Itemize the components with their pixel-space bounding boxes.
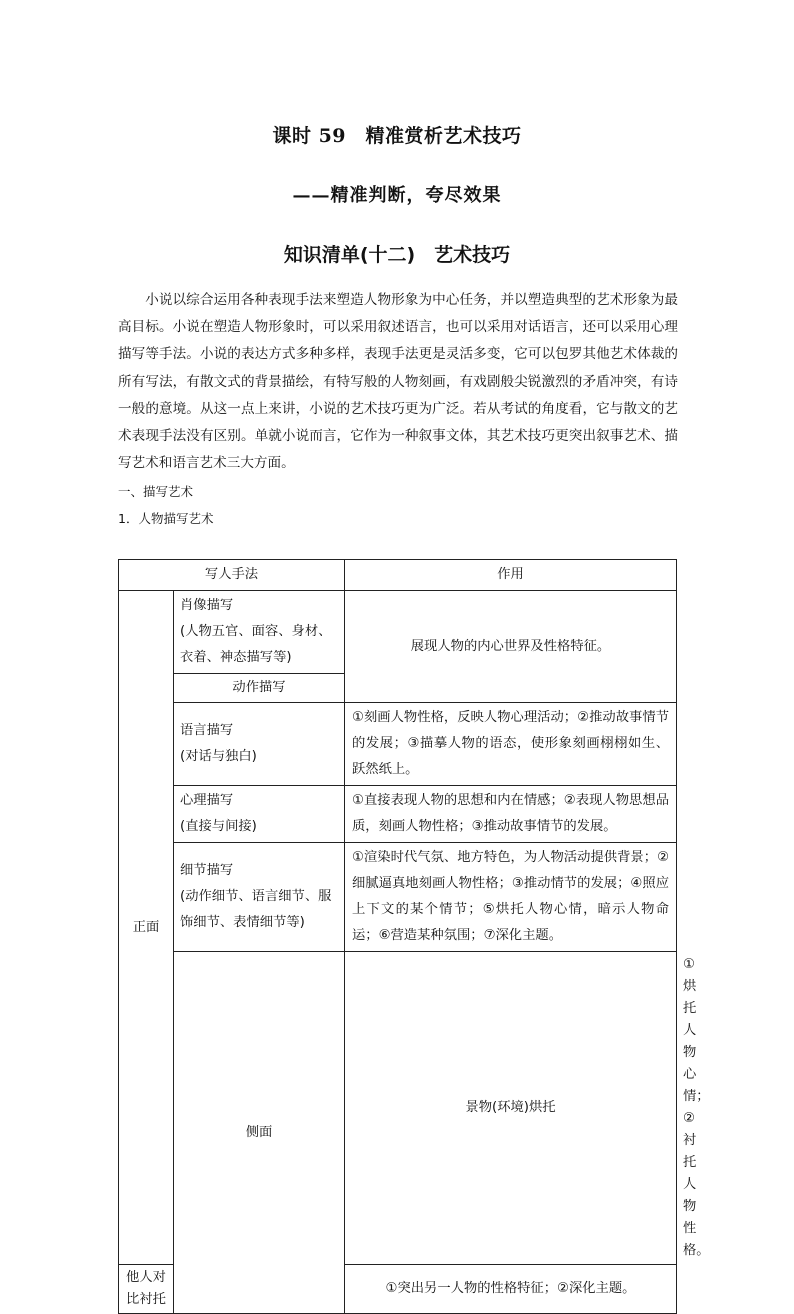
method-speech-name: 语言描写 — [180, 723, 234, 738]
lesson-subtitle: ——精准判断，夸尽效果 — [292, 185, 502, 206]
table-header-row — [119, 560, 677, 591]
method-speech — [174, 703, 345, 786]
table-row — [119, 843, 677, 952]
group-front: 正面 — [119, 591, 174, 1265]
method-psych — [174, 786, 345, 843]
method-portrait-detail: (人物五官、面容、身材、衣着、神态描写等) — [180, 624, 332, 665]
heading-character-description: 1．人物描写艺术 — [118, 511, 214, 526]
intro-paragraph: 小说以综合运用各种表现手法来塑造人物形象为中心任务，并以塑造典型的艺术形象为最高目标。小说在塑造人物形象时，可以采用叙述语言，也可以采用对话语言，还可以采用心理描写等手法。小说的表达方式多种多样，表现手法更是灵活多变，它可以包罗其他艺术体裁的所有写法，有散文式的背景描绘，有特写般的人物刻画，有戏剧般尖锐激烈的矛盾冲突，有诗一般的意境。从这一点上来讲，小说的艺术技巧更为广泛。若从考试的角度看，它与散文的艺术表现手法没有区别。单就小说而言，它作为一种叙事文体，其艺术技巧更突出叙事艺术、描写艺术和语言艺术三大方面。 — [118, 292, 678, 472]
table-row: 侧面 景物(环境)烘托 ①烘托人物心情；②衬托人物性格。 — [119, 952, 677, 1265]
method-portrait-name: 肖像描写 — [180, 598, 234, 613]
method-detail-detail: (动作细节、语言细节、服饰细节、表情细节等) — [180, 889, 332, 930]
header-method: 写人手法 — [119, 560, 345, 591]
header-effect: 作用 — [345, 560, 677, 591]
method-psych-detail: (直接与间接) — [180, 819, 257, 834]
character-description-table — [118, 559, 710, 1314]
method-detail-name: 细节描写 — [180, 863, 234, 878]
section-title: 知识清单(十二) 艺术技巧 — [283, 244, 511, 266]
table-row — [119, 703, 677, 786]
method-portrait — [174, 591, 345, 674]
method-detail — [174, 843, 345, 952]
method-action: 动作描写 — [174, 674, 345, 703]
effect-detail: ①渲染时代气氛、地方特色，为人物活动提供背景；②细腻逼真地刻画人物性格；③推动情节的发展；④照应上下文的某个情节；⑤烘托人物心情，暗示人物命运；⑥营造某种氛围；⑦深化主题。 — [345, 843, 677, 952]
table-row — [119, 786, 677, 843]
effect-speech: ①刻画人物性格，反映人物心理活动；②推动故事情节的发展；③描摹人物的语态，使形象刻画栩栩如生、跃然纸上。 — [345, 703, 677, 786]
method-contrast: 他人对比衬托 — [119, 1265, 174, 1314]
method-scene: 景物(环境)烘托 — [345, 952, 677, 1265]
method-psych-name: 心理描写 — [180, 793, 234, 808]
effect-psych: ①直接表现人物的思想和内在情感；②表现人物思想品质，刻画人物性格；③推动故事情节的发展。 — [345, 786, 677, 843]
heading-description-art: 一、描写艺术 — [118, 484, 194, 499]
method-speech-detail: (对话与独白) — [180, 749, 257, 764]
effect-portrait-action: 展现人物的内心世界及性格特征。 — [345, 591, 677, 703]
effect-contrast: ①突出另一人物的性格特征；②深化主题。 — [345, 1265, 677, 1314]
lesson-title: 课时 59 精准赏析艺术技巧 — [272, 125, 522, 147]
table-row — [119, 591, 677, 674]
group-side: 侧面 — [174, 952, 345, 1314]
